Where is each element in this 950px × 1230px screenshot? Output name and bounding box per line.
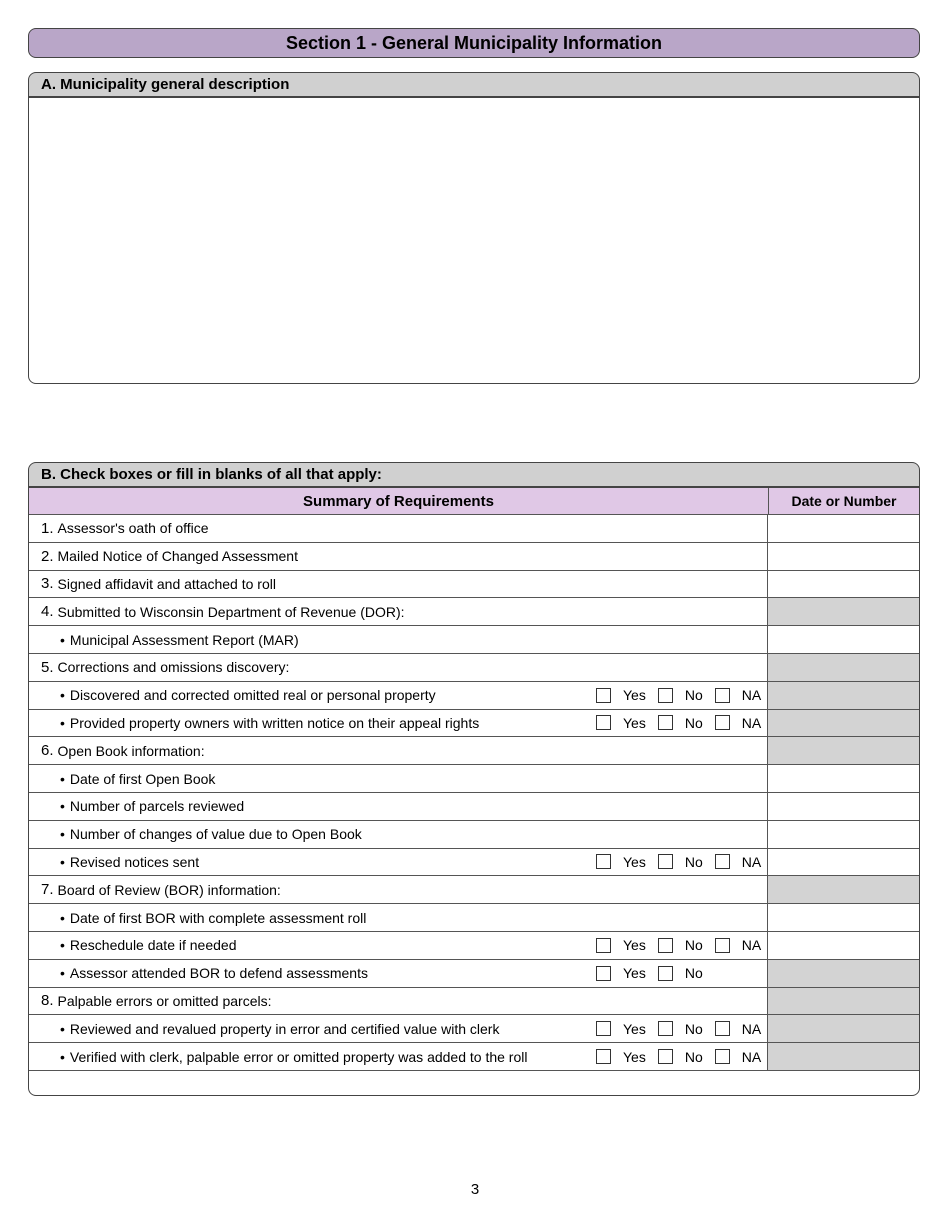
na-label: NA [741, 1048, 762, 1065]
row-label: Board of Review (BOR) information: [57, 881, 281, 898]
row-label: Discovered and corrected omitted real or personal property [69, 687, 436, 704]
shaded-cell [768, 876, 919, 903]
date-or-number-field[interactable] [768, 793, 919, 820]
col-date-header: Date or Number [791, 493, 897, 509]
table-row [29, 988, 919, 1016]
na-label: NA [741, 1020, 762, 1037]
row-label: Reschedule date if needed [69, 937, 237, 954]
yes-no-na-group [596, 1015, 761, 1042]
shaded-cell [768, 960, 919, 987]
row-number: 7. [41, 881, 54, 899]
row-label: Assessor's oath of office [57, 520, 209, 537]
date-or-number-field[interactable] [768, 515, 919, 542]
date-or-number-field[interactable] [768, 543, 919, 570]
yes-label: Yes [623, 853, 646, 870]
date-or-number-field[interactable] [768, 849, 919, 876]
shaded-cell [768, 988, 919, 1015]
no-checkbox[interactable] [658, 688, 673, 703]
row-label: Corrections and omissions discovery: [57, 659, 290, 676]
date-or-number-field[interactable] [768, 765, 919, 792]
row-label: Verified with clerk, palpable error or omitted property was added to the roll [69, 1048, 528, 1065]
yes-checkbox[interactable] [596, 688, 611, 703]
shaded-cell [768, 737, 919, 764]
no-label: No [684, 1020, 703, 1037]
row-label: Submitted to Wisconsin Department of Revenue (DOR): [57, 603, 405, 620]
row-number: 4. [41, 603, 54, 621]
table-row [29, 793, 919, 821]
row-label: Open Book information: [57, 742, 205, 759]
table-row [29, 904, 919, 932]
row-label: Provided property owners with written notice on their appeal rights [69, 714, 480, 731]
row-label: Number of parcels reviewed [69, 798, 245, 815]
bullet: • [60, 909, 65, 926]
na-checkbox[interactable] [715, 715, 730, 730]
yes-label: Yes [623, 1020, 646, 1037]
yes-label: Yes [623, 1048, 646, 1065]
shaded-cell [768, 682, 919, 709]
table-row [29, 1043, 919, 1071]
na-checkbox[interactable] [715, 688, 730, 703]
row-label: Date of first Open Book [69, 770, 216, 787]
shaded-cell [768, 654, 919, 681]
date-or-number-field[interactable] [768, 821, 919, 848]
row-label: Assessor attended BOR to defend assessments [69, 965, 368, 982]
table-row [29, 821, 919, 849]
table-row [29, 960, 919, 988]
table-row [29, 876, 919, 904]
bullet: • [60, 937, 65, 954]
row-number: 5. [41, 658, 54, 676]
yes-label: Yes [623, 714, 646, 731]
yes-checkbox[interactable] [596, 966, 611, 981]
bullet: • [60, 965, 65, 982]
yes-no-group [596, 960, 703, 987]
part-a-heading-text: A. Municipality general description [41, 76, 290, 93]
row-number: 2. [41, 547, 54, 565]
na-checkbox[interactable] [715, 938, 730, 953]
bullet: • [60, 770, 65, 787]
yes-checkbox[interactable] [596, 854, 611, 869]
bullet: • [60, 714, 65, 731]
na-checkbox[interactable] [715, 1021, 730, 1036]
table-row [29, 710, 919, 738]
table-row [29, 571, 919, 599]
row-label: Mailed Notice of Changed Assessment [57, 548, 298, 565]
table-row [29, 849, 919, 877]
bullet: • [60, 853, 65, 870]
no-label: No [684, 687, 703, 704]
table-row [29, 654, 919, 682]
na-label: NA [741, 714, 762, 731]
yes-no-na-group [596, 932, 761, 959]
table-row [29, 765, 919, 793]
section-title: Section 1 - General Municipality Information [28, 28, 920, 58]
row-label: Revised notices sent [69, 853, 200, 870]
table-row [29, 626, 919, 654]
yes-checkbox[interactable] [596, 938, 611, 953]
row-label: Reviewed and revalued property in error and certified value with clerk [69, 1020, 500, 1037]
no-label: No [684, 853, 703, 870]
municipality-description-field[interactable] [28, 97, 920, 384]
date-or-number-field[interactable] [768, 932, 919, 959]
row-number: 1. [41, 519, 54, 537]
table-row [29, 682, 919, 710]
shaded-cell [768, 1015, 919, 1042]
table-row [29, 543, 919, 571]
table-row [29, 598, 919, 626]
yes-label: Yes [623, 687, 646, 704]
yes-checkbox[interactable] [596, 1049, 611, 1064]
part-b-heading [28, 462, 920, 487]
date-or-number-field[interactable] [768, 626, 919, 653]
date-or-number-field[interactable] [768, 571, 919, 598]
no-label: No [684, 714, 703, 731]
row-label: Number of changes of value due to Open Book [69, 826, 362, 843]
shaded-cell [768, 710, 919, 737]
table-row [29, 932, 919, 960]
bullet: • [60, 1020, 65, 1037]
table-footer-space [29, 1071, 919, 1095]
bullet: • [60, 631, 65, 648]
part-a-heading [28, 72, 920, 97]
part-b-heading-text: B. Check boxes or fill in blanks of all that apply: [41, 466, 382, 483]
na-label: NA [741, 687, 762, 704]
yes-label: Yes [623, 965, 646, 982]
na-label: NA [741, 937, 762, 954]
col-summary-header: Summary of Requirements [29, 488, 769, 514]
date-or-number-field[interactable] [768, 904, 919, 931]
page-number: 3 [470, 1181, 480, 1198]
requirements-table [28, 487, 920, 1096]
yes-checkbox[interactable] [596, 1021, 611, 1036]
row-number: 8. [41, 992, 54, 1010]
no-checkbox[interactable] [658, 715, 673, 730]
row-number: 6. [41, 742, 54, 760]
table-header [29, 488, 919, 515]
na-checkbox[interactable] [715, 854, 730, 869]
row-label: Date of first BOR with complete assessment roll [69, 909, 367, 926]
table-row [29, 737, 919, 765]
no-checkbox[interactable] [658, 1021, 673, 1036]
table-row [29, 515, 919, 543]
bullet: • [60, 826, 65, 843]
bullet: • [60, 687, 65, 704]
bullet: • [60, 1048, 65, 1065]
table-row [29, 1015, 919, 1043]
yes-no-na-group [596, 710, 761, 737]
no-label: No [684, 937, 703, 954]
yes-no-na-group [596, 682, 761, 709]
na-checkbox[interactable] [715, 1049, 730, 1064]
na-label: NA [741, 853, 762, 870]
no-checkbox[interactable] [658, 938, 673, 953]
row-number: 3. [41, 575, 54, 593]
row-label: Municipal Assessment Report (MAR) [69, 631, 299, 648]
shaded-cell [768, 598, 919, 625]
no-checkbox[interactable] [658, 966, 673, 981]
row-label: Palpable errors or omitted parcels: [57, 992, 272, 1009]
yes-checkbox[interactable] [596, 715, 611, 730]
no-checkbox[interactable] [658, 1049, 673, 1064]
yes-no-na-group [596, 1043, 761, 1070]
bullet: • [60, 798, 65, 815]
no-label: No [684, 965, 703, 982]
no-label: No [684, 1048, 703, 1065]
shaded-cell [768, 1043, 919, 1070]
no-checkbox[interactable] [658, 854, 673, 869]
yes-no-na-group [596, 849, 761, 876]
row-label: Signed affidavit and attached to roll [57, 575, 276, 592]
yes-label: Yes [623, 937, 646, 954]
